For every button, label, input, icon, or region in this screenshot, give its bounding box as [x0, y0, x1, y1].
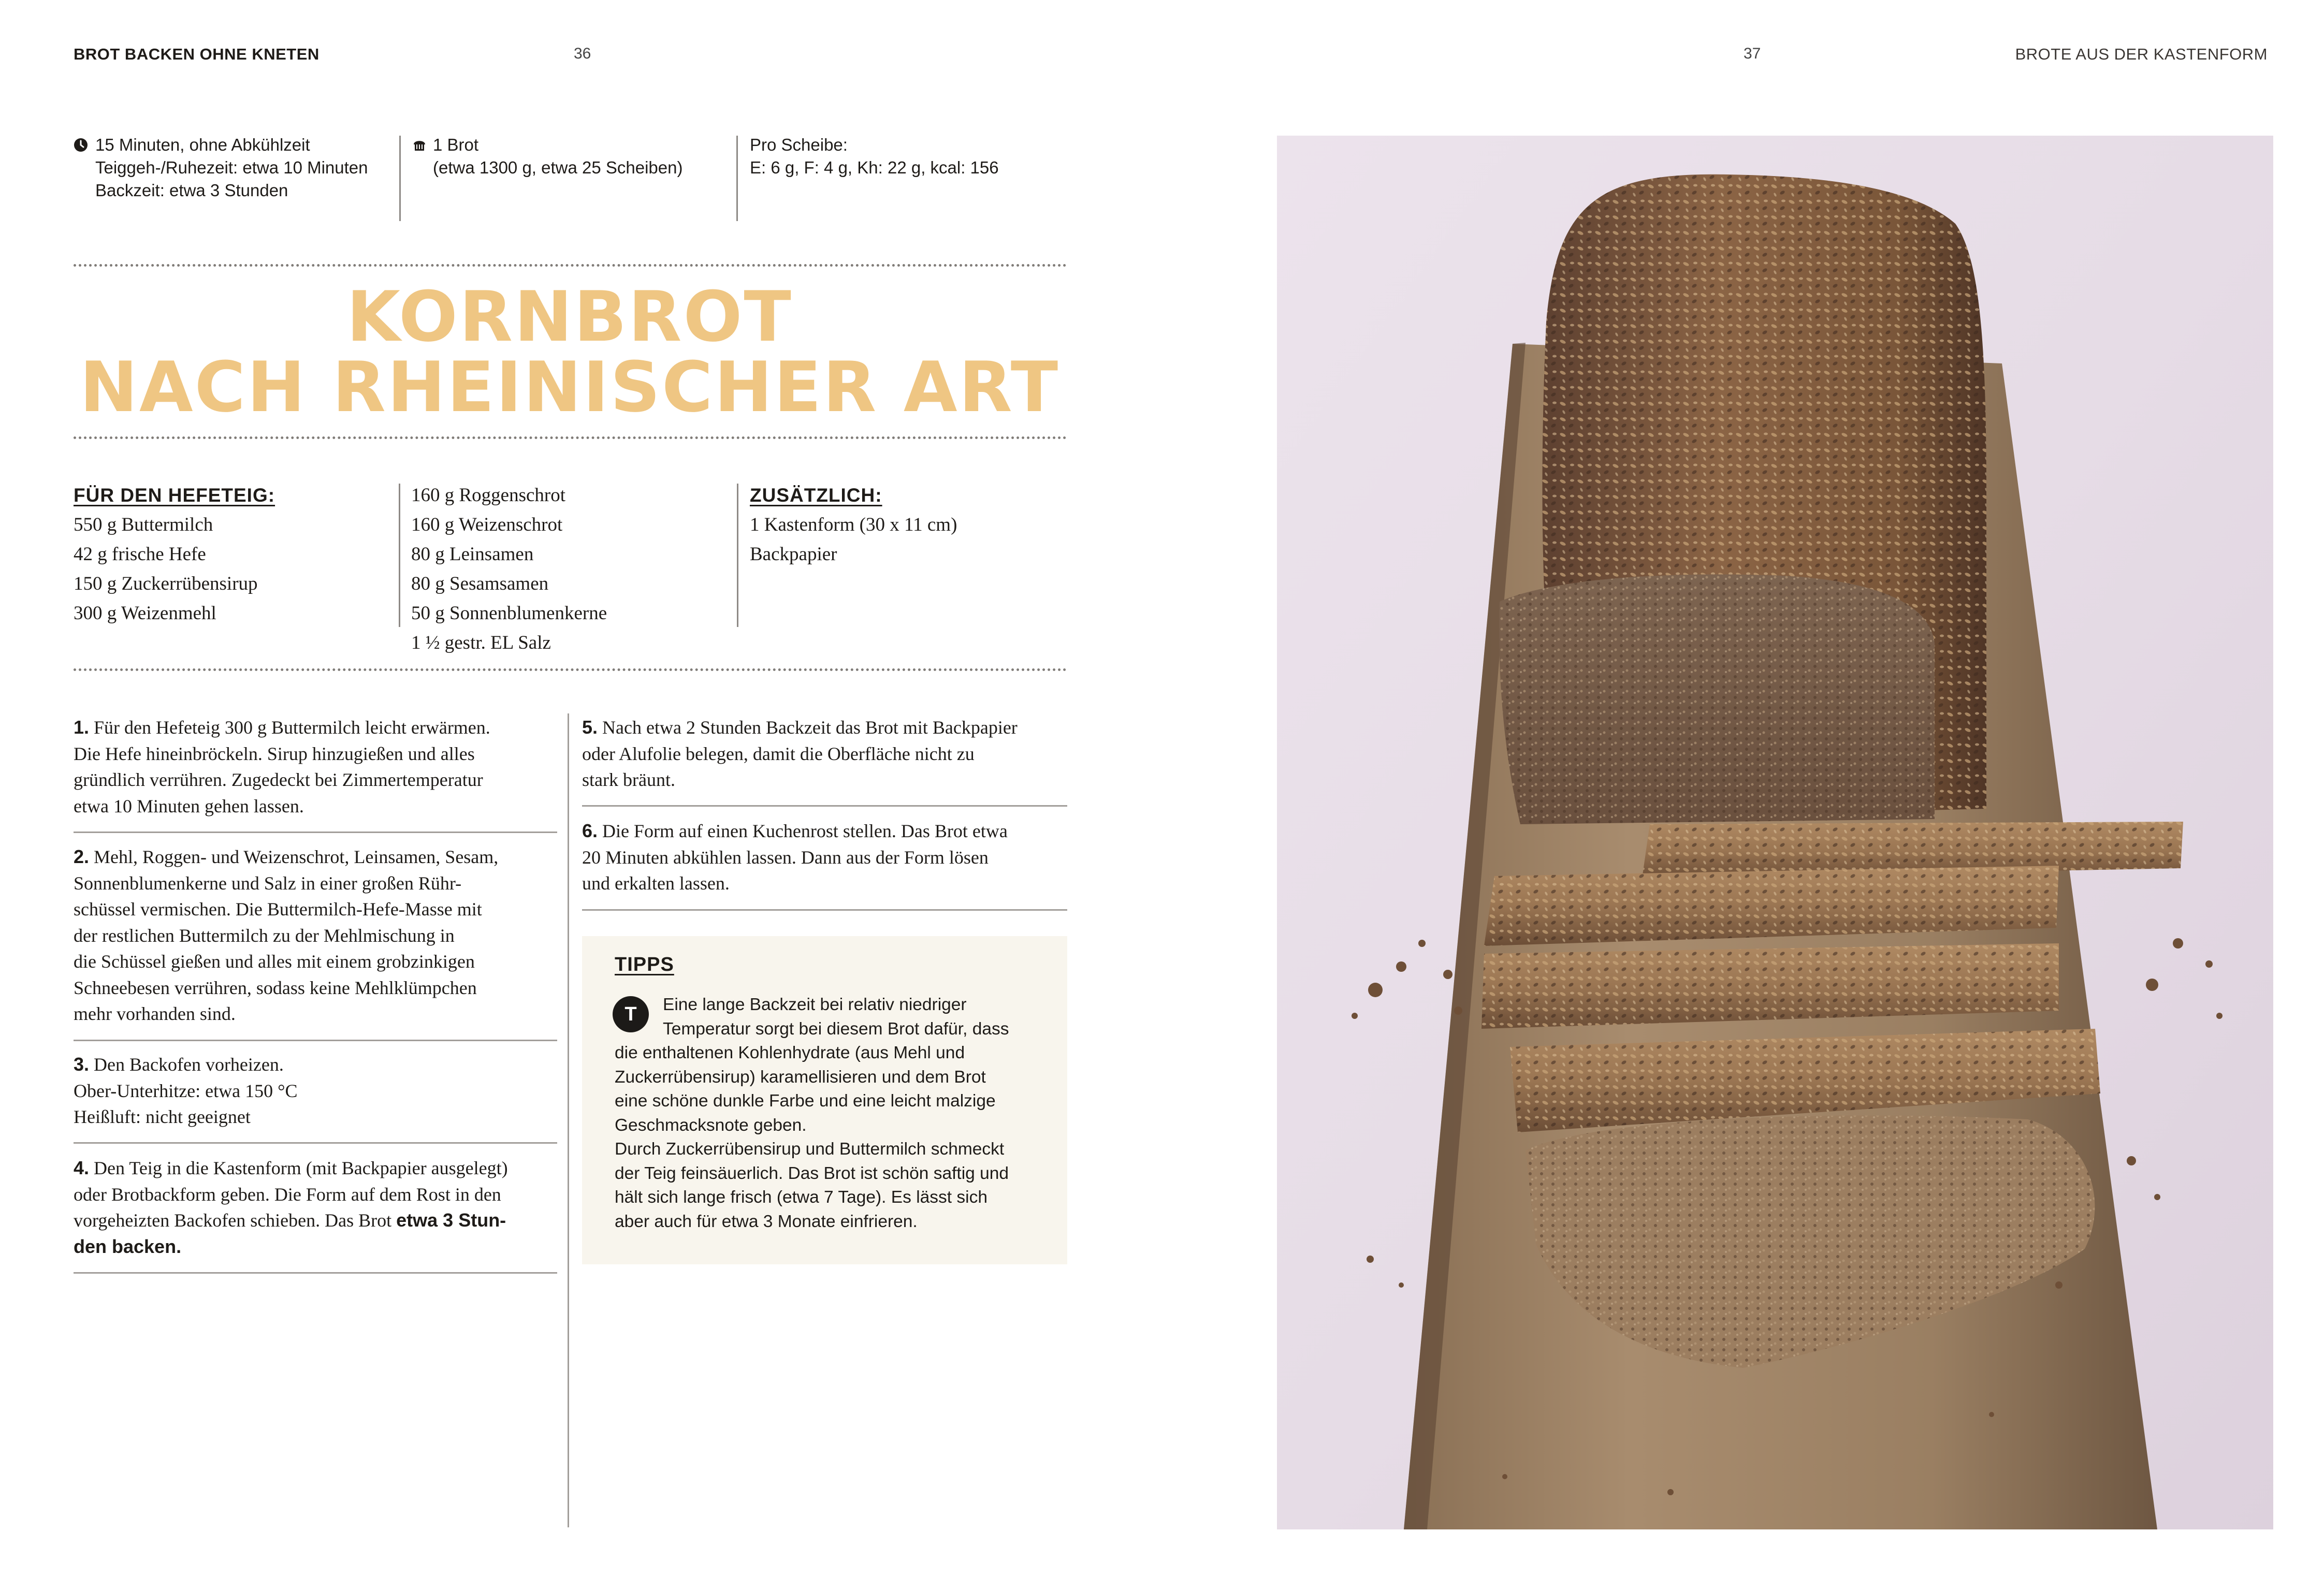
- divider: [737, 484, 738, 627]
- prep-time: 15 Minuten, ohne Abkühlzeit: [95, 135, 310, 154]
- clock-icon: [74, 138, 88, 155]
- tips-box: [582, 936, 1067, 1264]
- bake-time: Backzeit: etwa 3 Stunden: [95, 181, 288, 200]
- title-line-1: KORNBROT: [346, 276, 793, 357]
- nutrition-info: [750, 134, 999, 179]
- extras-heading: ZUSÄTZLICH:: [750, 485, 882, 506]
- ingredient-item: 160 g Weizenschrot: [411, 514, 563, 535]
- yield-detail: (etwa 1300 g, etwa 25 Scheiben): [433, 158, 683, 177]
- dotted-rule: [74, 436, 1067, 439]
- tips-text-intro: Eine lange Backzeit bei relativ niedriger Temperatur sorgt bei diesem Brot dafür, dass: [663, 995, 1009, 1039]
- ingredient-item: 1 Kastenform (30 x 11 cm): [750, 514, 957, 535]
- ingredients-grains: [411, 480, 607, 658]
- step-2: 2. Mehl, Roggen- und Weizenschrot, Leinsamen, Sesam, Sonnenblumenkerne und Salz in einer großen Rühr- schüssel vermischen. Die Buttermilch-Hefe-Masse mit der restlichen Buttermilch zu der Mehlmischung in die Schüssel gießen und alles mit einem grobzinkigen Schneebesen verrühren, sodass keine Mehlklümpchen mehr vorhanden sind.: [74, 846, 499, 1024]
- tips-badge-icon: T: [613, 996, 649, 1032]
- step-separator: [74, 1040, 557, 1041]
- page-number-left: 36: [574, 45, 591, 62]
- bread-photo: [1277, 136, 2273, 1529]
- step-separator: [74, 1272, 557, 1274]
- recipe-title: [74, 276, 1066, 428]
- yield-info: [433, 134, 682, 179]
- ingredients-heading: FÜR DEN HEFETEIG:: [74, 485, 275, 506]
- rest-time: Teiggeh-/Ruhezeit: etwa 10 Minuten: [95, 158, 368, 177]
- column-divider: [568, 713, 569, 1527]
- step-4: 4. Den Teig in die Kastenform (mit Backpapier ausgelegt) oder Brotbackform geben. Die Form auf dem Rost in den vorgeheizten Backofen schieben. Das Brot etwa 3 Stun- den backen.: [74, 1157, 508, 1257]
- ingredients-dough: [74, 480, 275, 628]
- page-number-right: 37: [1744, 45, 1761, 62]
- step-separator: [582, 805, 1067, 807]
- tips-heading: TIPPS: [615, 954, 674, 975]
- step-separator: [582, 909, 1067, 911]
- nutrition-label: Pro Scheibe:: [750, 135, 848, 154]
- step-3: 3. Den Backofen vorheizen. Ober-Unterhitze: etwa 150 °C Heißluft: nicht geeignet: [74, 1054, 298, 1127]
- ingredient-item: 42 g frische Hefe: [74, 544, 206, 565]
- ingredient-item: 80 g Leinsamen: [411, 544, 534, 565]
- divider: [736, 136, 738, 221]
- divider: [399, 136, 401, 221]
- running-head-left: BROT BACKEN OHNE KNETEN: [74, 45, 319, 63]
- dotted-rule: [74, 668, 1067, 671]
- ingredient-item: 160 g Roggenschrot: [411, 485, 566, 506]
- ingredient-item: 80 g Sesamsamen: [411, 573, 549, 594]
- running-head-right: BROTE AUS DER KASTENFORM: [2015, 45, 2268, 63]
- ingredient-item: 50 g Sonnenblumenkerne: [411, 603, 607, 624]
- ingredient-item: 550 g Buttermilch: [74, 514, 213, 535]
- divider: [399, 484, 400, 627]
- bread-icon: [412, 137, 427, 155]
- ingredients-extra: [750, 480, 957, 569]
- step-5: 5. Nach etwa 2 Stunden Backzeit das Brot mit Backpapier oder Alufolie belegen, damit die Oberfläche nicht zu stark bräunt.: [582, 717, 1018, 790]
- nutrition-values: E: 6 g, F: 4 g, Kh: 22 g, kcal: 156: [750, 158, 999, 177]
- ingredient-item: Backpapier: [750, 544, 837, 565]
- tips-text: die enthaltenen Kohlenhydrate (aus Mehl und Zuckerrübensirup) karamellisieren und dem Brot eine schöne dunkle Farbe und eine leicht malzige Geschmacksnote geben. Durch Zuckerrübensirup und Buttermilch schmeckt der Teig feinsäuerlich. Das Brot ist schön saftig und hält sich lange frisch (etwa 7 Tage). Es lässt sich aber auch für etwa 3 Monate einfrieren.: [615, 1043, 1009, 1231]
- dotted-rule: [74, 264, 1067, 267]
- yield-count: 1 Brot: [433, 135, 479, 154]
- title-line-2: NACH RHEINISCHER ART: [79, 347, 1060, 428]
- step-separator: [74, 832, 557, 833]
- time-info: [95, 134, 368, 202]
- ingredient-item: 300 g Weizenmehl: [74, 603, 216, 624]
- step-separator: [74, 1142, 557, 1144]
- step-1: 1. Für den Hefeteig 300 g Buttermilch leicht erwärmen. Die Hefe hineinbröckeln. Sirup hinzugießen und alles gründlich verrühren. Zugedeckt bei Zimmertemperatur etwa 10 Minuten gehen lassen.: [74, 717, 490, 816]
- ingredient-item: 150 g Zuckerrübensirup: [74, 573, 258, 594]
- ingredient-item: 1 ½ gestr. EL Salz: [411, 632, 551, 653]
- step-6: 6. Die Form auf einen Kuchenrost stellen. Das Brot etwa 20 Minuten abkühlen lassen. Dann aus der Form lösen und erkalten lassen.: [582, 820, 1008, 894]
